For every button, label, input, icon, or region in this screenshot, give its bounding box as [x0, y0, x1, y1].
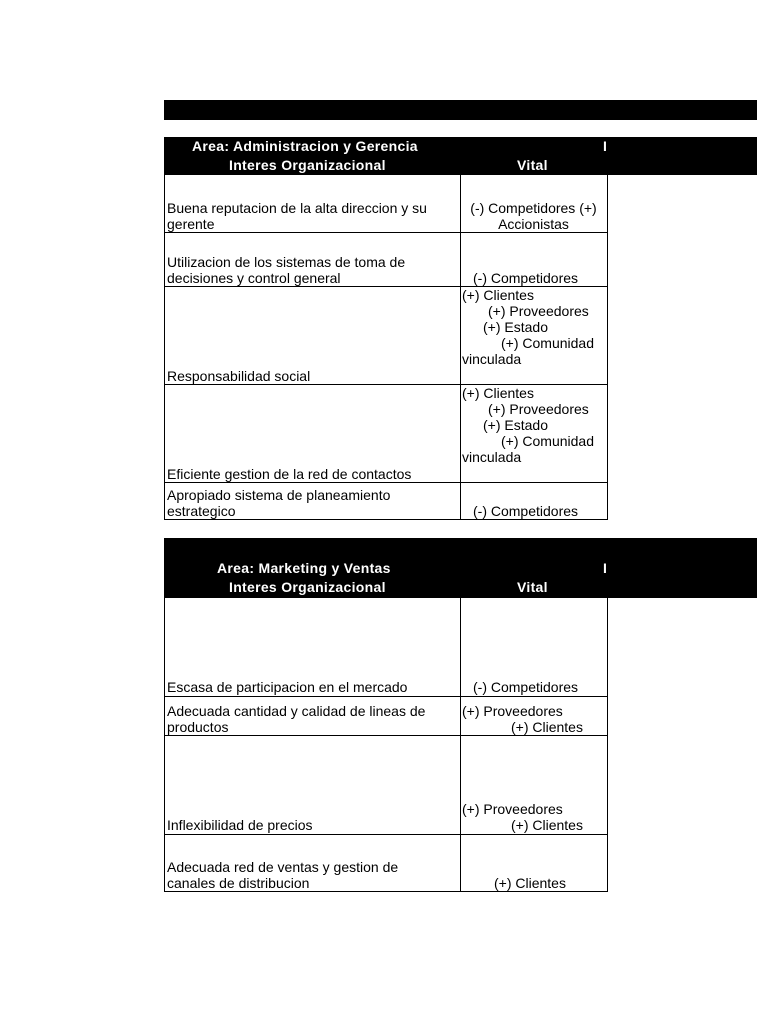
- interest-text: Adecuada red de ventas y gestion de: [167, 859, 399, 875]
- vital-text: (+) Comunidad: [501, 335, 594, 351]
- vital-text: (-) Competidores (+): [470, 200, 597, 216]
- vital-cell: [460, 287, 608, 385]
- vital-text: vinculada: [462, 351, 522, 367]
- vital-text: (+) Clientes: [462, 385, 534, 401]
- interest-text: Inflexibilidad de precios: [167, 817, 313, 833]
- table-row: [164, 736, 608, 834]
- section2-area-title: Area: Marketing y Ventas: [217, 560, 391, 576]
- vital-text: (-) Competidores: [473, 270, 579, 286]
- interest-text: Responsabilidad social: [167, 368, 311, 384]
- vital-text: (+) Proveedores: [462, 703, 563, 719]
- section2-col1-header: Interes Organizacional: [229, 579, 386, 595]
- interest-text: Utilizacion de los sistemas de toma de: [167, 254, 406, 270]
- table-bottom-border: [164, 891, 608, 892]
- interest-text: productos: [167, 719, 229, 735]
- interest-cell: [164, 385, 461, 483]
- table-row: [164, 175, 608, 233]
- vital-text: (+) Estado: [483, 319, 548, 335]
- vital-text: (+) Proveedores: [462, 801, 563, 817]
- interest-cell: [164, 835, 461, 892]
- vital-text: (+) Clientes: [511, 719, 583, 735]
- vital-cell: [460, 233, 608, 287]
- top-header-bar: [164, 100, 757, 120]
- interest-text: decisiones y control general: [167, 270, 341, 286]
- interest-text: canales de distribucion: [167, 875, 310, 891]
- interest-text: Eficiente gestion de la red de contactos: [167, 466, 412, 482]
- interest-cell: [164, 736, 461, 834]
- section2-col2-header: Vital: [517, 579, 548, 595]
- table-row: [164, 835, 608, 892]
- section1-col2-header: Vital: [517, 157, 548, 173]
- vital-cell: [460, 385, 608, 483]
- table-row: [164, 697, 608, 736]
- table-bottom-border: [164, 519, 608, 520]
- interest-cell: [164, 175, 461, 233]
- interest-cell: [164, 287, 461, 385]
- table-row: [164, 483, 608, 520]
- table-row: [164, 598, 608, 696]
- interest-text: estrategico: [167, 503, 236, 519]
- interest-cell: [164, 483, 461, 520]
- interest-text: gerente: [167, 216, 215, 232]
- interest-cell: [164, 697, 461, 736]
- vital-text: (+) Proveedores: [488, 401, 589, 417]
- vital-text: (+) Estado: [483, 417, 548, 433]
- table-row: [164, 385, 608, 483]
- vital-cell: [460, 175, 608, 233]
- vital-text: Accionistas: [498, 216, 569, 232]
- table-row: [164, 233, 608, 287]
- interest-cell: [164, 598, 461, 696]
- interest-text: Escasa de participacion en el mercado: [167, 679, 408, 695]
- vital-text: (+) Proveedores: [488, 303, 589, 319]
- section2-cut-header: I: [603, 560, 608, 576]
- interest-text: Buena reputacion de la alta direccion y su: [167, 200, 427, 216]
- interest-cell: [164, 233, 461, 287]
- section1-col1-header: Interes Organizacional: [229, 157, 386, 173]
- vital-cell: [460, 697, 608, 736]
- interest-text: Adecuada cantidad y calidad de lineas de: [167, 703, 426, 719]
- section1-area-title: Area: Administracion y Gerencia: [192, 138, 418, 154]
- vital-text: (+) Comunidad: [501, 433, 594, 449]
- table-row: [164, 287, 608, 385]
- vital-text: (-) Competidores: [473, 679, 579, 695]
- vital-text: vinculada: [462, 449, 522, 465]
- vital-text: (+) Clientes: [462, 287, 534, 303]
- vital-cell: [460, 835, 608, 892]
- vital-text: (-) Competidores: [473, 503, 579, 519]
- vital-text: (+) Clientes: [511, 817, 583, 833]
- vital-cell: [460, 483, 608, 520]
- vital-text: (+) Clientes: [494, 875, 566, 891]
- section1-cut-header: I: [603, 138, 608, 154]
- interest-text: Apropiado sistema de planeamiento: [167, 487, 391, 503]
- vital-cell: [460, 598, 608, 696]
- vital-cell: [460, 736, 608, 834]
